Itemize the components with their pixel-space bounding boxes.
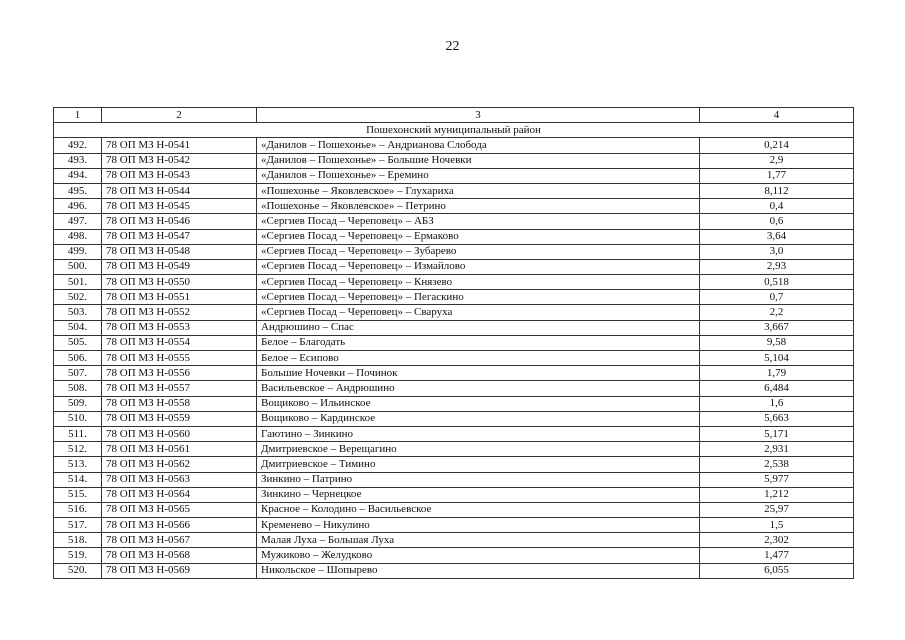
road-code-cell: 78 ОП МЗ Н-0553 xyxy=(102,320,257,335)
road-length-cell: 25,97 xyxy=(700,502,854,517)
road-code-cell: 78 ОП МЗ Н-0564 xyxy=(102,487,257,502)
road-length-cell: 1,79 xyxy=(700,366,854,381)
road-name-cell: «Сергиев Посад – Череповец» – Пегаскино xyxy=(257,290,700,305)
road-length-cell: 1,477 xyxy=(700,548,854,563)
table-row xyxy=(54,244,854,259)
road-length-cell: 1,212 xyxy=(700,487,854,502)
road-code-cell: 78 ОП МЗ Н-0548 xyxy=(102,244,257,259)
section-title: Пошехонский муниципальный район xyxy=(54,123,854,138)
row-number-cell: 509. xyxy=(54,396,102,411)
table-row xyxy=(54,351,854,366)
road-length-cell: 5,104 xyxy=(700,351,854,366)
road-name-cell: Зинкино – Патрино xyxy=(257,472,700,487)
road-length-cell: 0,4 xyxy=(700,199,854,214)
row-number-cell: 519. xyxy=(54,548,102,563)
road-code-cell: 78 ОП МЗ Н-0543 xyxy=(102,168,257,183)
road-length-cell: 5,171 xyxy=(700,426,854,441)
road-length-cell: 2,9 xyxy=(700,153,854,168)
road-length-cell: 9,58 xyxy=(700,335,854,350)
row-number-cell: 515. xyxy=(54,487,102,502)
road-code-cell: 78 ОП МЗ Н-0568 xyxy=(102,548,257,563)
table-row xyxy=(54,290,854,305)
row-number-cell: 492. xyxy=(54,138,102,153)
section-title-row xyxy=(54,123,854,138)
road-code-cell: 78 ОП МЗ Н-0569 xyxy=(102,563,257,578)
row-number-cell: 502. xyxy=(54,290,102,305)
road-length-cell: 0,518 xyxy=(700,275,854,290)
table-row xyxy=(54,320,854,335)
road-code-cell: 78 ОП МЗ Н-0545 xyxy=(102,199,257,214)
table-row xyxy=(54,214,854,229)
road-code-cell: 78 ОП МЗ Н-0546 xyxy=(102,214,257,229)
table-row xyxy=(54,183,854,198)
row-number-cell: 500. xyxy=(54,259,102,274)
table-row xyxy=(54,426,854,441)
row-number-cell: 520. xyxy=(54,563,102,578)
road-name-cell: Андрюшино – Спас xyxy=(257,320,700,335)
road-name-cell: «Пошехонье – Яковлевское» – Глухариха xyxy=(257,183,700,198)
road-code-cell: 78 ОП МЗ Н-0557 xyxy=(102,381,257,396)
table-row xyxy=(54,259,854,274)
road-length-cell: 5,663 xyxy=(700,411,854,426)
road-name-cell: «Данилов – Пошехонье» – Большие Ночевки xyxy=(257,153,700,168)
road-length-cell: 1,77 xyxy=(700,168,854,183)
row-number-cell: 514. xyxy=(54,472,102,487)
road-length-cell: 0,214 xyxy=(700,138,854,153)
table-row xyxy=(54,457,854,472)
road-code-cell: 78 ОП МЗ Н-0556 xyxy=(102,366,257,381)
road-name-cell: Красное – Колодино – Васильевское xyxy=(257,502,700,517)
road-code-cell: 78 ОП МЗ Н-0561 xyxy=(102,442,257,457)
road-name-cell: Малая Луха – Большая Луха xyxy=(257,533,700,548)
row-number-cell: 493. xyxy=(54,153,102,168)
row-number-cell: 499. xyxy=(54,244,102,259)
column-number-1: 1 xyxy=(54,108,102,123)
road-name-cell: Дмитриевское – Верещагино xyxy=(257,442,700,457)
table-row xyxy=(54,502,854,517)
road-name-cell: Белое – Есипово xyxy=(257,351,700,366)
road-code-cell: 78 ОП МЗ Н-0565 xyxy=(102,502,257,517)
road-name-cell: «Пошехонье – Яковлевское» – Петрино xyxy=(257,199,700,214)
road-name-cell: «Сергиев Посад – Череповец» – Измайлово xyxy=(257,259,700,274)
road-name-cell: «Данилов – Пошехонье» – Андрианова Слобода xyxy=(257,138,700,153)
road-name-cell: Дмитриевское – Тимино xyxy=(257,457,700,472)
row-number-cell: 513. xyxy=(54,457,102,472)
road-code-cell: 78 ОП МЗ Н-0567 xyxy=(102,533,257,548)
road-code-cell: 78 ОП МЗ Н-0551 xyxy=(102,290,257,305)
road-name-cell: «Сергиев Посад – Череповец» – Ермаково xyxy=(257,229,700,244)
road-code-cell: 78 ОП МЗ Н-0555 xyxy=(102,351,257,366)
row-number-cell: 510. xyxy=(54,411,102,426)
table-row xyxy=(54,442,854,457)
road-name-cell: Большие Ночевки – Починок xyxy=(257,366,700,381)
table-row xyxy=(54,381,854,396)
row-number-cell: 517. xyxy=(54,518,102,533)
road-length-cell: 0,6 xyxy=(700,214,854,229)
row-number-cell: 501. xyxy=(54,275,102,290)
road-length-cell: 6,055 xyxy=(700,563,854,578)
road-length-cell: 8,112 xyxy=(700,183,854,198)
road-length-cell: 2,93 xyxy=(700,259,854,274)
road-length-cell: 3,667 xyxy=(700,320,854,335)
table-row xyxy=(54,472,854,487)
column-number-4: 4 xyxy=(700,108,854,123)
row-number-cell: 511. xyxy=(54,426,102,441)
road-code-cell: 78 ОП МЗ Н-0541 xyxy=(102,138,257,153)
table-row xyxy=(54,518,854,533)
table-row xyxy=(54,563,854,578)
road-name-cell: Кременево – Никулино xyxy=(257,518,700,533)
road-length-cell: 2,2 xyxy=(700,305,854,320)
road-length-cell: 1,6 xyxy=(700,396,854,411)
table-row xyxy=(54,199,854,214)
row-number-cell: 516. xyxy=(54,502,102,517)
table-row xyxy=(54,138,854,153)
row-number-cell: 512. xyxy=(54,442,102,457)
road-code-cell: 78 ОП МЗ Н-0563 xyxy=(102,472,257,487)
road-name-cell: «Сергиев Посад – Череповец» – Князево xyxy=(257,275,700,290)
table-row xyxy=(54,411,854,426)
road-code-cell: 78 ОП МЗ Н-0544 xyxy=(102,183,257,198)
row-number-cell: 497. xyxy=(54,214,102,229)
table-row xyxy=(54,305,854,320)
road-name-cell: Васильевское – Андрюшино xyxy=(257,381,700,396)
road-name-cell: Зинкино – Чернецкое xyxy=(257,487,700,502)
table-row xyxy=(54,396,854,411)
table-row xyxy=(54,275,854,290)
road-length-cell: 2,931 xyxy=(700,442,854,457)
road-code-cell: 78 ОП МЗ Н-0566 xyxy=(102,518,257,533)
row-number-cell: 505. xyxy=(54,335,102,350)
row-number-cell: 507. xyxy=(54,366,102,381)
row-number-cell: 495. xyxy=(54,183,102,198)
road-code-cell: 78 ОП МЗ Н-0549 xyxy=(102,259,257,274)
column-number-row xyxy=(54,108,854,123)
road-name-cell: Вощиково – Ильинское xyxy=(257,396,700,411)
road-length-cell: 2,302 xyxy=(700,533,854,548)
table-row xyxy=(54,153,854,168)
road-code-cell: 78 ОП МЗ Н-0558 xyxy=(102,396,257,411)
row-number-cell: 504. xyxy=(54,320,102,335)
row-number-cell: 494. xyxy=(54,168,102,183)
page-number: 22 xyxy=(445,39,460,54)
table-row xyxy=(54,168,854,183)
road-name-cell: «Сергиев Посад – Череповец» – АБЗ xyxy=(257,214,700,229)
row-number-cell: 506. xyxy=(54,351,102,366)
road-name-cell: Никольское – Шопырево xyxy=(257,563,700,578)
table-row xyxy=(54,335,854,350)
road-name-cell: Гаютино – Зинкино xyxy=(257,426,700,441)
table-row xyxy=(54,229,854,244)
road-name-cell: «Сергиев Посад – Череповец» – Сваруха xyxy=(257,305,700,320)
row-number-cell: 496. xyxy=(54,199,102,214)
road-length-cell: 1,5 xyxy=(700,518,854,533)
table-row xyxy=(54,533,854,548)
table-body xyxy=(54,108,854,579)
column-number-3: 3 xyxy=(257,108,700,123)
road-name-cell: Вощиково – Кардинское xyxy=(257,411,700,426)
road-code-cell: 78 ОП МЗ Н-0542 xyxy=(102,153,257,168)
row-number-cell: 518. xyxy=(54,533,102,548)
row-number-cell: 503. xyxy=(54,305,102,320)
road-code-cell: 78 ОП МЗ Н-0547 xyxy=(102,229,257,244)
road-register-table xyxy=(53,107,854,579)
road-code-cell: 78 ОП МЗ Н-0552 xyxy=(102,305,257,320)
road-code-cell: 78 ОП МЗ Н-0559 xyxy=(102,411,257,426)
row-number-cell: 508. xyxy=(54,381,102,396)
road-name-cell: «Сергиев Посад – Череповец» – Зубарево xyxy=(257,244,700,259)
road-length-cell: 3,0 xyxy=(700,244,854,259)
road-name-cell: Белое – Благодать xyxy=(257,335,700,350)
road-code-cell: 78 ОП МЗ Н-0550 xyxy=(102,275,257,290)
road-length-cell: 0,7 xyxy=(700,290,854,305)
table-row xyxy=(54,548,854,563)
road-length-cell: 6,484 xyxy=(700,381,854,396)
row-number-cell: 498. xyxy=(54,229,102,244)
road-length-cell: 2,538 xyxy=(700,457,854,472)
road-code-cell: 78 ОП МЗ Н-0560 xyxy=(102,426,257,441)
road-code-cell: 78 ОП МЗ Н-0562 xyxy=(102,457,257,472)
road-name-cell: Мужиково – Желудково xyxy=(257,548,700,563)
road-length-cell: 3,64 xyxy=(700,229,854,244)
road-name-cell: «Данилов – Пошехонье» – Еремино xyxy=(257,168,700,183)
column-number-2: 2 xyxy=(102,108,257,123)
table-row xyxy=(54,366,854,381)
road-length-cell: 5,977 xyxy=(700,472,854,487)
table-row xyxy=(54,487,854,502)
road-code-cell: 78 ОП МЗ Н-0554 xyxy=(102,335,257,350)
